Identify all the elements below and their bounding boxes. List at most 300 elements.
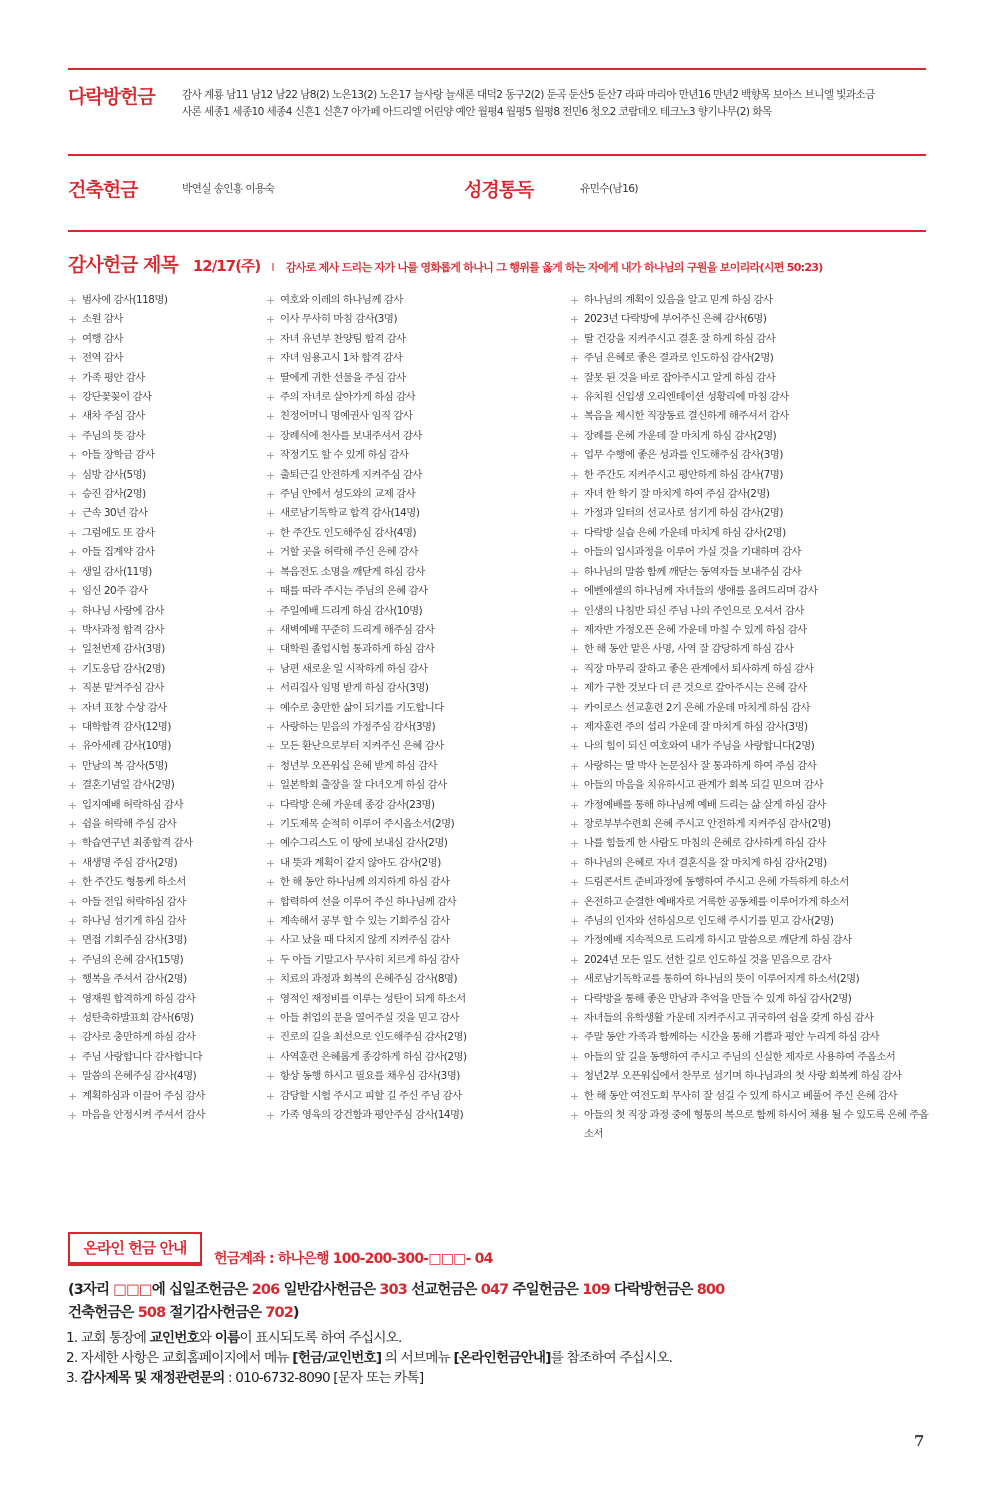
gratitude-item-text: 주님의 뜻 감사: [82, 429, 145, 442]
code-mission: 047: [480, 1282, 509, 1298]
gratitude-item: [266, 1067, 467, 1086]
gratitude-item-text: 대학합격 감사(12명): [82, 720, 171, 733]
gratitude-item-text: 하나님의 계획이 있음을 알고 믿게 하심 감사: [584, 294, 773, 306]
plus-icon: +: [570, 953, 579, 967]
gratitude-item-text: 남편 새로운 일 시작하게 하심 감사: [280, 662, 428, 675]
gratitude-item: [570, 1028, 942, 1047]
codes-text: 다락방헌금은: [609, 1282, 697, 1298]
gratitude-item-text: 에벤에셀의 하나님께 자녀들의 생애를 올려드리며 감사: [584, 585, 818, 598]
gratitude-item-text: 새차 주심 감사: [82, 410, 145, 423]
gratitude-item-text: 유아세례 감사(10명): [82, 740, 171, 753]
gratitude-item: [68, 834, 205, 853]
plus-icon: +: [570, 895, 579, 909]
gratitude-separator: I: [271, 261, 275, 274]
gratitude-list-col-3: [570, 291, 942, 1145]
note-text: 를 참조하여 주십시오.: [550, 1350, 673, 1366]
codes-text: 절기감사헌금은: [165, 1305, 266, 1321]
gratitude-item-text: 기도응답 감사(2명): [82, 662, 165, 675]
plus-icon: +: [266, 526, 275, 540]
gratitude-item: [68, 951, 205, 970]
plus-icon: +: [266, 391, 275, 405]
gratitude-item: [68, 873, 205, 892]
plus-icon: +: [266, 701, 275, 715]
plus-icon: +: [266, 876, 275, 890]
note-text: 3.: [66, 1370, 81, 1386]
plus-icon: +: [266, 468, 275, 482]
gratitude-item-text: 작정기도 할 수 있게 하심 감사: [280, 449, 409, 462]
gratitude-item-text: 장례식에 천사를 보내주셔서 감사: [280, 429, 422, 442]
gratitude-item: [266, 990, 467, 1009]
gratitude-item-text: 자녀 표창 수상 감사: [82, 701, 167, 714]
plus-icon: +: [68, 429, 77, 443]
plus-icon: +: [68, 313, 77, 327]
plus-icon: +: [68, 1070, 77, 1084]
gratitude-item-text: 쉼을 허락해 주심 감사: [82, 817, 177, 830]
gratitude-item: [266, 931, 467, 950]
gratitude-item: [570, 970, 942, 989]
gratitude-item-text: 아들의 마음을 치유하시고 관계가 회복 되길 믿으며 감사: [584, 779, 823, 792]
gratitude-item: [68, 815, 205, 834]
gratitude-item-text: 전역 감사: [82, 352, 123, 365]
plus-icon: +: [570, 856, 579, 870]
gratitude-item: [68, 737, 205, 756]
code-sunday: 109: [582, 1282, 610, 1298]
gratitude-item-text: 한 해 동안 여전도회 무사히 잘 섬길 수 있게 하시고 베풀어 주신 은혜 감사: [584, 1089, 898, 1102]
building-title: 건축헌금: [68, 179, 138, 201]
gratitude-item: [266, 640, 467, 659]
gratitude-item: [68, 485, 205, 504]
gratitude-item: [68, 893, 205, 912]
note-text: 의 서브메뉴: [381, 1350, 454, 1366]
plus-icon: +: [266, 895, 275, 909]
gratitude-item: [570, 834, 942, 853]
gratitude-item-text: 아들의 입시과정을 이루어 가실 것을 기대하며 감사: [584, 546, 802, 559]
gratitude-item: [266, 776, 467, 795]
gratitude-item-text: 드림콘서트 준비과정에 동행하여 주시고 은혜 가득하게 하소서: [584, 876, 849, 889]
gratitude-item: [266, 621, 467, 640]
gratitude-item: [266, 291, 467, 310]
plus-icon: +: [266, 313, 275, 327]
plus-icon: +: [68, 332, 77, 346]
gratitude-item-text: 청년2부 오픈워십에서 찬무로 섬기며 하나님과의 첫 사랑 회복케 하심 감사: [584, 1070, 902, 1083]
gratitude-item: [266, 873, 467, 892]
gratitude-item-text: 업무 수행에 좋은 성과를 인도해주심 감사(3명): [584, 449, 783, 462]
top-rule: [68, 68, 926, 70]
gratitude-item-text: 청년부 오픈워십 은혜 받게 하심 감사: [280, 759, 438, 772]
gratitude-item-text: 소원 감사: [82, 313, 123, 326]
note-text: : 010-6732-8090 [문자 또는 카톡]: [224, 1370, 424, 1386]
gratitude-item: [570, 679, 942, 698]
gratitude-item: [570, 951, 942, 970]
plus-icon: +: [570, 507, 579, 521]
plus-icon: +: [570, 1031, 579, 1045]
plus-icon: +: [570, 759, 579, 773]
gratitude-item-text: 딸 건강을 지켜주시고 결혼 잘 하게 하심 감사: [584, 332, 776, 345]
gratitude-item: [570, 446, 942, 465]
plus-icon: +: [68, 371, 77, 385]
plus-icon: +: [266, 546, 275, 560]
gratitude-item: [266, 524, 467, 543]
plus-icon: +: [570, 720, 579, 734]
plus-icon: +: [68, 410, 77, 424]
plus-icon: +: [266, 662, 275, 676]
plus-icon: +: [68, 973, 77, 987]
codes-text: ): [292, 1305, 299, 1321]
building-names: 박연실 송인홍 이용숙: [182, 183, 275, 195]
gratitude-item-text: 계획하심과 이끌어 주심 감사: [82, 1089, 205, 1102]
gratitude-item-text: 아들 전입 허락하심 감사: [82, 895, 186, 908]
gratitude-item: [68, 621, 205, 640]
plus-icon: +: [68, 507, 77, 521]
plus-icon: +: [68, 1050, 77, 1064]
plus-icon: +: [570, 1109, 579, 1123]
gratitude-item-text: 항상 동행 하시고 필요를 채우심 감사(3명): [280, 1070, 460, 1083]
gratitude-item-text: 일본학회 출장을 잘 다녀오게 하심 감사: [280, 779, 447, 792]
plus-icon: +: [266, 604, 275, 618]
plus-icon: +: [570, 332, 579, 346]
gratitude-item: [68, 602, 205, 621]
bible-title: 성경통독: [464, 179, 534, 201]
gratitude-item: [266, 407, 467, 426]
gratitude-item: [68, 1009, 205, 1028]
gratitude-item-text: 기도제목 순적히 이루어 주시옵소서(2명): [280, 817, 455, 830]
plus-icon: +: [68, 953, 77, 967]
gratitude-item: [68, 349, 205, 368]
plus-icon: +: [266, 1070, 275, 1084]
gratitude-item-text: 나를 힘들게 한 사람도 마침의 은혜로 감사하게 하심 감사: [584, 837, 826, 850]
gratitude-item-text: 사고 났을 때 다치지 않게 지켜주심 감사: [280, 934, 450, 947]
gratitude-item-text: 딸에게 귀한 선물을 주심 감사: [280, 371, 406, 384]
gratitude-item: [570, 621, 942, 640]
gratitude-item: [570, 912, 942, 931]
gratitude-item-text: 생일 감사(11명): [82, 565, 152, 578]
plus-icon: +: [68, 546, 77, 560]
gratitude-item-text: 새생명 주심 감사(2명): [82, 856, 178, 869]
gratitude-item-text: 대학원 졸업시험 통과하게 하심 감사: [280, 643, 435, 656]
plus-icon: +: [266, 565, 275, 579]
plus-icon: +: [68, 294, 77, 307]
codes-text: 선교헌금은: [406, 1282, 481, 1298]
note-2: [66, 1348, 672, 1368]
gratitude-item: [266, 718, 467, 737]
plus-icon: +: [68, 352, 77, 366]
plus-icon: +: [68, 1031, 77, 1045]
note-bold: 이름: [214, 1330, 240, 1346]
gratitude-item: [68, 912, 205, 931]
gratitude-item-text: 잘못 된 것을 바로 잡아주시고 알게 하심 감사: [584, 371, 776, 384]
gratitude-item-text: 이사 무사히 마침 감사(3명): [280, 313, 397, 326]
gratitude-item: [266, 369, 467, 388]
gratitude-item: [266, 893, 467, 912]
gratitude-item: [68, 660, 205, 679]
gratitude-item-text: 말씀의 은혜주심 감사(4명): [82, 1070, 197, 1083]
gratitude-item-text: 임신 20주 감사: [82, 585, 148, 598]
plus-icon: +: [68, 604, 77, 618]
gratitude-item-text: 주님의 은혜 감사(15명): [82, 953, 184, 966]
gratitude-item: [570, 990, 942, 1009]
gratitude-item-text: 면접 기회주심 감사(3명): [82, 934, 187, 947]
gratitude-item-text: 가정예배를 통해 하나님께 예배 드리는 삶 살게 하심 감사: [584, 798, 826, 811]
gratitude-item: [266, 485, 467, 504]
gratitude-item: [68, 291, 205, 310]
plus-icon: +: [570, 526, 579, 540]
plus-icon: +: [68, 701, 77, 715]
code-building: 508: [137, 1305, 166, 1321]
gratitude-item: [68, 446, 205, 465]
gratitude-item-text: 다락방을 통해 좋은 만남과 추억을 만들 수 있게 하심 감사(2명): [584, 992, 852, 1005]
plus-icon: +: [68, 720, 77, 734]
gratitude-item-text: 아들 집계약 감사: [82, 546, 155, 559]
plus-icon: +: [570, 701, 579, 715]
codes-text: 에 십일조헌금은: [151, 1282, 252, 1298]
note-text: 2. 자세한 사항은 교회홈페이지에서 메뉴: [66, 1350, 293, 1366]
gratitude-item: [266, 970, 467, 989]
gratitude-item-text: 때를 따라 주시는 주님의 은혜 감사: [280, 585, 428, 598]
online-underline: [68, 1264, 202, 1266]
gratitude-item-text: 한 해 동안 하나님께 의지하게 하심 감사: [280, 876, 450, 889]
plus-icon: +: [570, 1089, 579, 1103]
gratitude-item-text: 그럼에도 또 감사: [82, 526, 155, 539]
plus-icon: +: [68, 895, 77, 909]
gratitude-item-text: 자녀 한 학기 잘 마치게 하여 주심 감사(2명): [584, 488, 770, 501]
gratitude-item: [570, 718, 942, 737]
notes-list: [66, 1328, 672, 1388]
plus-icon: +: [570, 371, 579, 385]
gratitude-item-text: 주님의 인자와 선하심으로 인도해 주시기를 믿고 감사(2명): [584, 915, 834, 927]
gratitude-item: [68, 1048, 205, 1067]
gratitude-item-text: 아들 장학금 감사: [82, 449, 155, 462]
note-bold: 교인번호: [149, 1330, 199, 1346]
gratitude-item: [570, 543, 942, 562]
plus-icon: +: [266, 585, 275, 599]
gratitude-item: [570, 582, 942, 601]
plus-icon: +: [68, 623, 77, 637]
gratitude-item-text: 주님 은혜로 좋은 결과로 인도하심 감사(2명): [584, 352, 774, 365]
gratitude-item-text: 한 해 동안 맡은 사명, 사역 잘 감당하게 하심 감사: [584, 643, 794, 656]
gratitude-item: [68, 699, 205, 718]
gratitude-item-text: 하나님 섬기게 하심 감사: [82, 915, 186, 927]
gratitude-item: [266, 602, 467, 621]
gratitude-item: [68, 854, 205, 873]
plus-icon: +: [570, 740, 579, 754]
plus-icon: +: [570, 1050, 579, 1064]
gratitude-item-text: 영적인 재정비를 이루는 성탄이 되게 하소서: [280, 992, 466, 1005]
gratitude-item-text: 나의 힘이 되신 여호와여 내가 주님을 사랑합니다(2명): [584, 740, 815, 753]
gratitude-item: [570, 873, 942, 892]
gratitude-item: [570, 524, 942, 543]
plus-icon: +: [68, 585, 77, 599]
gratitude-item-text: 새로남기독학교 합격 감사(14명): [280, 507, 420, 520]
note-bold: [온라인헌금안내]: [453, 1350, 551, 1366]
gratitude-item: [570, 699, 942, 718]
gratitude-item-text: 직장 마무리 잘하고 좋은 관계에서 퇴사하게 하심 감사: [584, 662, 814, 675]
gratitude-item-text: 가정예배 지속적으로 드리게 하시고 말씀으로 깨닫게 하심 감사: [584, 934, 852, 947]
note-1: [66, 1328, 672, 1348]
gratitude-item-text: 심방 감사(5명): [82, 468, 146, 481]
gratitude-item-text: 제자훈련 주의 섭리 가운데 잘 마치게 하심 감사(3명): [584, 720, 808, 733]
gratitude-item-text: 한 주간도 인도해주심 감사(4명): [280, 526, 417, 539]
plus-icon: +: [68, 565, 77, 579]
gratitude-item-text: 만남의 복 감사(5명): [82, 759, 168, 772]
gratitude-item: [68, 990, 205, 1009]
gratitude-item: [570, 931, 942, 950]
plus-icon: +: [266, 429, 275, 443]
plus-icon: +: [266, 1031, 275, 1045]
plus-icon: +: [68, 856, 77, 870]
gratitude-item-text: 다락방 실습 은혜 가운데 마치게 하심 감사(2명): [584, 526, 786, 539]
darakbang-line-1: 감사 계룡 남11 남12 남22 남8(2) 노은13(2) 노은17 늘사랑 늘새론 대덕2 동구2(2) 둔곡 둔산5 둔산7 라파 마리아 만년16 만년2 백향목 보아스 브니엘 빛과소금: [182, 89, 875, 101]
plus-icon: +: [68, 1089, 77, 1103]
gratitude-item: [68, 524, 205, 543]
gratitude-item-text: 2023년 다락방에 부어주신 은혜 감사(6명): [584, 313, 767, 326]
plus-icon: +: [570, 391, 579, 405]
plus-icon: +: [266, 410, 275, 424]
gratitude-item-text: 입지예배 허락하심 감사: [82, 798, 183, 811]
gratitude-item-text: 인생의 나침반 되신 주님 나의 주인으로 오셔서 감사: [584, 604, 804, 617]
gratitude-item-text: 한 주간도 형통케 하소서: [82, 876, 186, 889]
darakbang-title: 다락방헌금: [68, 86, 155, 108]
gratitude-item-text: 아들 취업의 문을 열어주실 것을 믿고 감사: [280, 1012, 459, 1025]
gratitude-item: [570, 757, 942, 776]
gratitude-item-text: 주일예배 드리게 하심 감사(10명): [280, 604, 423, 617]
plus-icon: +: [266, 759, 275, 773]
plus-icon: +: [266, 507, 275, 521]
gratitude-item-text: 범사에 감사(118명): [82, 294, 168, 306]
gratitude-item-text: 영재원 합격하게 하심 감사: [82, 992, 196, 1005]
gratitude-item-text: 복음전도 소명을 깨닫게 하심 감사: [280, 565, 425, 578]
plus-icon: +: [570, 623, 579, 637]
gratitude-item-text: 주의 자녀로 살아가게 하심 감사: [280, 391, 416, 404]
gratitude-item: [266, 912, 467, 931]
plus-icon: +: [68, 526, 77, 540]
plus-icon: +: [266, 934, 275, 948]
gratitude-item-text: 출퇴근길 안전하게 지켜주심 감사: [280, 468, 422, 481]
gratitude-item: [570, 640, 942, 659]
gratitude-item: [68, 679, 205, 698]
gratitude-item: [266, 660, 467, 679]
plus-icon: +: [570, 643, 579, 657]
gratitude-item: [570, 388, 942, 407]
plus-icon: +: [570, 934, 579, 948]
gratitude-item: [266, 796, 467, 815]
gratitude-item: [266, 854, 467, 873]
gratitude-item-text: 새로남기독학교를 통하여 하나님의 뜻이 이루어지게 하소서(2명): [584, 973, 860, 986]
gratitude-item: [68, 776, 205, 795]
gratitude-item: [570, 854, 942, 873]
codes-text: 일반감사헌금은: [279, 1282, 380, 1298]
gratitude-item-text: 장로부부수련회 은혜 주시고 안전하게 지켜주심 감사(2명): [584, 817, 831, 830]
gratitude-item: [68, 388, 205, 407]
gratitude-item: [68, 1028, 205, 1047]
gratitude-item-text: 장례를 은혜 가운데 잘 마치게 하심 감사(2명): [584, 429, 777, 442]
plus-icon: +: [570, 546, 579, 560]
gratitude-item-text: 가정과 일터의 선교사로 섬기게 하심 감사(2명): [584, 507, 783, 520]
plus-icon: +: [570, 682, 579, 696]
gratitude-item-text: 여행 감사: [82, 332, 123, 345]
plus-icon: +: [570, 604, 579, 618]
plus-icon: +: [68, 798, 77, 812]
rule-3: [68, 230, 926, 232]
gratitude-item: [266, 504, 467, 523]
plus-icon: +: [266, 973, 275, 987]
gratitude-item-text: 제자반 가정오픈 은혜 가운데 마칠 수 있게 하심 감사: [584, 623, 807, 636]
code-tithe: 206: [251, 1282, 280, 1298]
plus-icon: +: [68, 449, 77, 463]
gratitude-item-text: 치료의 과정과 회복의 은혜주심 감사(8명): [280, 973, 458, 986]
gratitude-item: [266, 1028, 467, 1047]
gratitude-item: [68, 1067, 205, 1086]
gratitude-item-text: 제가 구한 것보다 더 큰 것으로 갚아주시는 은혜 감사: [584, 682, 807, 695]
gratitude-item-text: 두 아들 기말고사 무사히 치르게 하심 감사: [280, 953, 459, 966]
gratitude-item: [68, 543, 205, 562]
gratitude-item: [266, 446, 467, 465]
gratitude-item-text: 유치원 신입생 오리엔테이션 성황리에 마침 감사: [584, 391, 789, 404]
online-offering-label: 온라인 헌금 안내: [68, 1232, 202, 1264]
plus-icon: +: [68, 488, 77, 502]
gratitude-item: [570, 310, 942, 329]
gratitude-item-text: 주님 안에서 성도와의 교제 감사: [280, 488, 416, 501]
gratitude-item: [266, 757, 467, 776]
gratitude-item: [68, 563, 205, 582]
note-text: 와: [198, 1330, 215, 1346]
gratitude-item: [68, 757, 205, 776]
gratitude-verse: 감사로 제사 드리는 자가 나를 영화롭게 하나니 그 행위를 옳게 하는 자에게 내가 하나님의 구원을 보이리라(시편 50:23): [285, 261, 823, 274]
plus-icon: +: [68, 643, 77, 657]
gratitude-item: [266, 679, 467, 698]
plus-icon: +: [266, 837, 275, 851]
plus-icon: +: [68, 1012, 77, 1026]
plus-icon: +: [266, 682, 275, 696]
gratitude-item: [68, 330, 205, 349]
gratitude-item-text: 서리집사 임명 받게 하심 감사(3명): [280, 682, 429, 695]
plus-icon: +: [266, 798, 275, 812]
plus-icon: +: [266, 740, 275, 754]
code-darakbang: 800: [696, 1282, 725, 1298]
plus-icon: +: [266, 953, 275, 967]
plus-icon: +: [570, 1012, 579, 1026]
plus-icon: +: [266, 1089, 275, 1103]
gratitude-date: 12/17(주): [192, 257, 261, 275]
gratitude-item: [68, 1087, 205, 1106]
gratitude-item-text: 하나님 사랑에 감사: [82, 604, 164, 617]
plus-icon: +: [266, 488, 275, 502]
plus-icon: +: [68, 662, 77, 676]
code-general-thanks: 303: [379, 1282, 407, 1298]
gratitude-item: [266, 737, 467, 756]
plus-icon: +: [266, 817, 275, 831]
gratitude-item: [570, 291, 942, 310]
plus-icon: +: [570, 876, 579, 890]
gratitude-item: [68, 582, 205, 601]
code-boxes: □□□: [113, 1282, 152, 1298]
gratitude-item-text: 다락방 은혜 가운데 종강 감사(23명): [280, 798, 435, 811]
plus-icon: +: [266, 1012, 275, 1026]
gratitude-item-text: 거할 곳을 허락해 주신 은혜 감사: [280, 546, 418, 559]
offering-codes-line-2: [68, 1301, 938, 1322]
plus-icon: +: [68, 817, 77, 831]
gratitude-item-text: 결혼기념일 감사(2명): [82, 779, 175, 792]
plus-icon: +: [68, 876, 77, 890]
gratitude-item-text: 마음을 안정시켜 주셔서 감사: [82, 1109, 205, 1122]
gratitude-item: [266, 349, 467, 368]
plus-icon: +: [570, 410, 579, 424]
gratitude-item: [266, 699, 467, 718]
gratitude-item-text: 아들의 앞 길을 동행하여 주시고 주님의 신실한 제자로 사용하여 주옵소서: [584, 1050, 896, 1063]
gratitude-item-text: 박사과정 합격 감사: [82, 623, 164, 636]
plus-icon: +: [266, 720, 275, 734]
plus-icon: +: [68, 468, 77, 482]
gratitude-item: [68, 504, 205, 523]
